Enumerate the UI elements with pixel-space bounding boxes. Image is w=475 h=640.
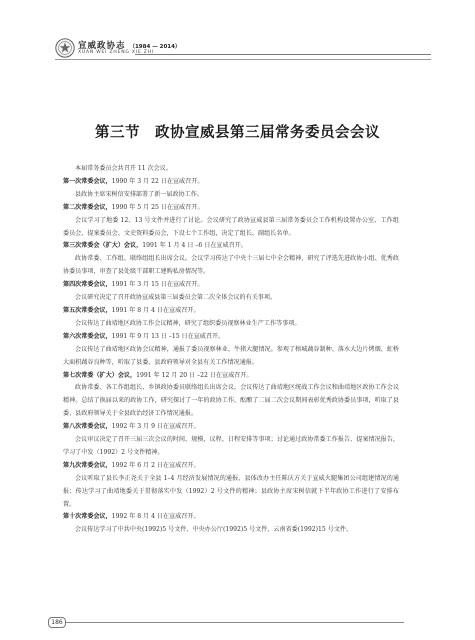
paragraph [63,189,399,202]
paragraph [63,292,399,305]
meeting-title: 第四次常委会议， [63,281,112,289]
paragraph-text: 1992 年 8 月 4 日在宣威召开。 [111,513,200,521]
meeting-title: 第一次常委会议， [63,177,112,185]
meeting-heading [63,421,399,434]
paragraph-text: 1991 年 3 月 15 日在宣威召开。 [111,281,204,289]
meeting-title: 第八次常委会议， [63,423,112,431]
body-text [63,163,399,537]
meeting-heading [63,202,399,215]
meeting-heading [63,331,399,344]
paragraph-text: 本届常务委员会共召开 11 次会议。 [75,165,172,172]
book-years: （1984 — 2014） [129,44,181,50]
paragraph [63,524,399,537]
paragraph-text: 1990 年 3 月 22 日在宣威召开。 [111,177,204,185]
footer-rule [64,622,404,623]
paragraph [63,473,399,512]
meeting-heading [63,460,399,473]
paragraph-text: 1991 年 1 月 4 日 –6 日在宣威召开。 [142,242,247,250]
meeting-heading [63,279,399,292]
paragraph-text: 1991 年 8 月 4 日在宣威召开。 [111,306,200,314]
paragraph-text: 1991 年 12 月 20 日 –22 日在宣威召开。 [136,371,253,379]
paragraph-text: 1990 年 5 月 25 日在宣威召开。 [111,203,204,211]
paragraph-text: 会议研究决定了召开政协宣威县第三届委员会第二次全体会议的有关事项。 [75,294,277,302]
paragraph-text: 会议听取了县长李正尧关于全县 1–4 月经济发展情况的通报、县体改办主任陈庆方关于宣威火腿集团公司组建情况的通报；传达学习了曲靖地委关于贯彻落实中发（1992）2 号文件的精神；县政协主席宋树信就下半年政协工作进行了安排布置。 [63,474,399,508]
paragraph [63,382,399,421]
meeting-heading [63,511,399,524]
meeting-title: 第九次常委会议， [63,461,112,469]
meeting-title: 第七次常委（扩大）会议， [63,371,137,379]
paragraph [63,434,399,460]
meeting-heading [63,370,399,383]
paragraph-text: 县政协主席宋树信安排部署了新一届政协工作。 [75,190,203,198]
paragraph [63,215,399,241]
paragraph-text: 1992 年 3 月 9 日在宣威召开。 [111,423,200,431]
cppcc-emblem-icon [55,38,75,58]
paragraph [63,163,399,176]
paragraph-text: 政协常委、工作组、联络组组长出席会议。会议学习传达了中央十三届七中全会精神，研究了评选先进政协小组、优秀政协委员事项，审查了县处级干部职工建购私房情况等。 [63,255,399,276]
paragraph [63,344,399,370]
meeting-heading [63,240,399,253]
section-title: 第三节 政协宣威县第三届常务委员会会议 [95,123,380,141]
paragraph-text: 会议传达了曲靖地区政协工作会议精神，研究了组织委员视察林业生产工作等事项。 [75,319,301,327]
meeting-title: 第五次常委会议， [63,306,112,314]
page-number: 186 [48,617,66,628]
paragraph [63,318,399,331]
header-rule [135,54,431,55]
meeting-title: 第六次常委会议， [63,332,112,340]
paragraph [63,253,399,279]
meeting-heading [63,176,399,189]
meeting-title: 第二次常委会议， [63,203,112,211]
header-rule-thin [55,59,431,60]
paragraph-text: 会议传达了曲靖地区政协会议精神，通报了委员视察林业、牛猪大腿情况。参观了榕城蔬谷制种、落水大边片烤烟、虹桥大面积蔬谷良种等，听取了县委、县政府领导对全县有关工作情况通报。 [63,345,399,366]
book-title-pinyin: XUAN WEI ZHENG XIE ZHI [78,50,154,55]
paragraph-text: 会议传达学习了中共中央(1992)5 号文件、中央办公厅(1992)5 号文件、云南省委(1992)15 号文件、 [75,526,353,534]
meeting-title: 第十次常委会议， [63,513,112,521]
paragraph-text: 1992 年 6 月 2 日在宣威召开。 [111,461,200,469]
meeting-title: 第三次常委会（扩大）会议， [63,242,143,250]
paragraph-text: 会议学习了地委 12、13 号文件并进行了讨论。会议研究了政协宣威县第三届常务委员会工作机构设置办公室、工作组委员会、提案委员会、文史资料委员会，下设七个工作组，决定了组长、副组长名单。 [63,216,399,237]
meeting-heading [63,305,399,318]
paragraph-text: 会议审议决定了召开三届三次会议的时间、规模、议程、日程安排等事项；讨论通过政协常委工作报告、提案情况报告，学习了中发（1992）2 号文件精神。 [63,436,399,456]
paragraph-text: 政协常委、各工作组组长、乡镇政协委员联络组长出席会议。会议传达了曲靖地区统战工作会议和曲靖地区政协工作会议精神。总结了换届以来的政协工作，研究探讨了一年的政协工作，酝酿了二届二次会议期间表彰优秀政协委员事项，听取了县委、县政府领导关于全县政治经济工作情况通报。 [63,384,399,418]
paragraph-text: 1991 年 9 月 13 日 –15 日在宣威召开。 [111,332,225,340]
running-header [55,38,435,60]
book-title: 宣威政协志 （1984 — 2014） [78,41,181,51]
